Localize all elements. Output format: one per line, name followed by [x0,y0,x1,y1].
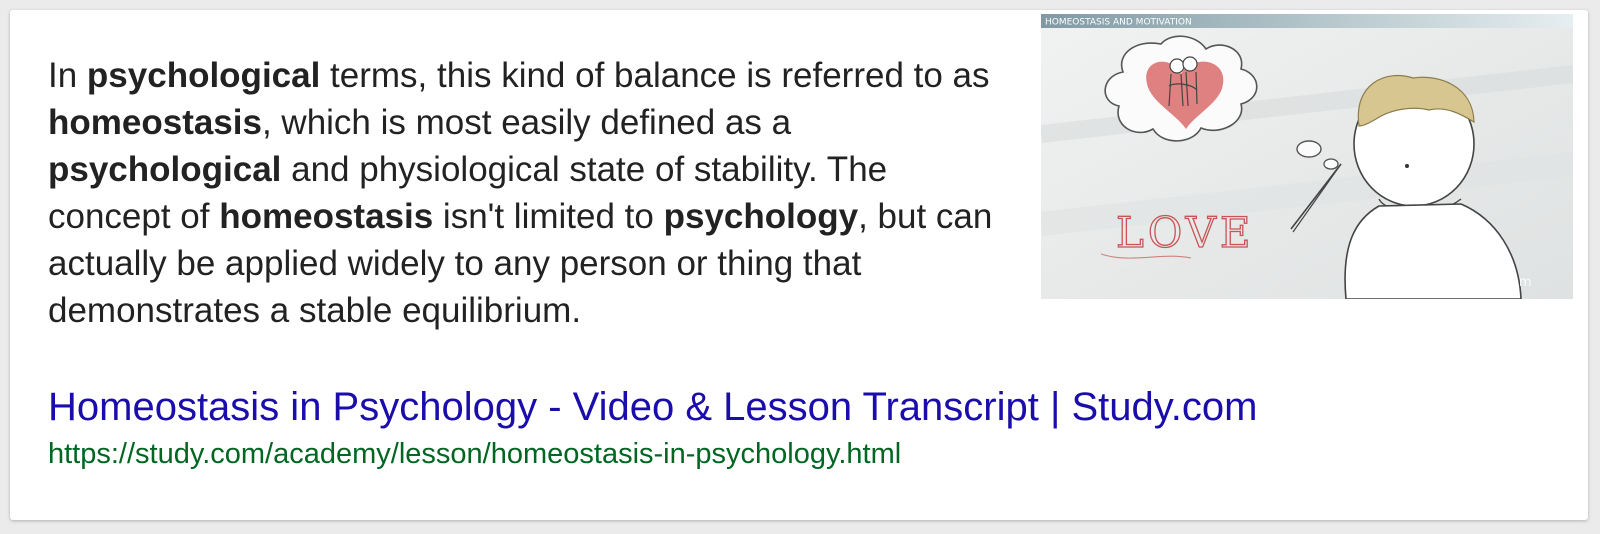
featured-snippet-card [10,10,1588,520]
snippet-text [48,52,1008,334]
thumbnail-watermark: ©Study.com [1451,275,1532,290]
snippet-segment: isn't limited to [433,197,664,236]
snippet-bold-term: homeostasis [48,103,262,142]
snippet-segment: , but can actually be applied widely to any person or thing that demonstrates a stable equilibrium. [48,197,993,330]
snippet-bold-term: psychological [86,56,321,95]
snippet-segment: In [48,56,87,95]
snippet-bold-term: homeostasis [219,197,434,236]
love-writing: LOVE [1116,208,1255,257]
thumbnail-illustration [1041,14,1573,299]
result-url: https://study.com/academy/lesson/homeostasis-in-psychology.html [48,438,902,470]
thumbnail-banner-text: HOMEOSTASIS AND MOTIVATION [1045,17,1192,28]
snippet-bold-term: psychology [663,197,859,236]
snippet-bold-term: psychological [48,150,282,189]
snippet-thumbnail[interactable] [1041,14,1573,299]
result-title-link[interactable]: Homeostasis in Psychology - Video & Lesson Transcript | Study.com [48,385,1258,429]
snippet-segment: and physiological state of stability. The concept of [48,150,888,236]
snippet-segment: , which is most easily defined as a [261,103,792,142]
snippet-segment: terms, this kind of balance is referred to as [320,56,990,95]
